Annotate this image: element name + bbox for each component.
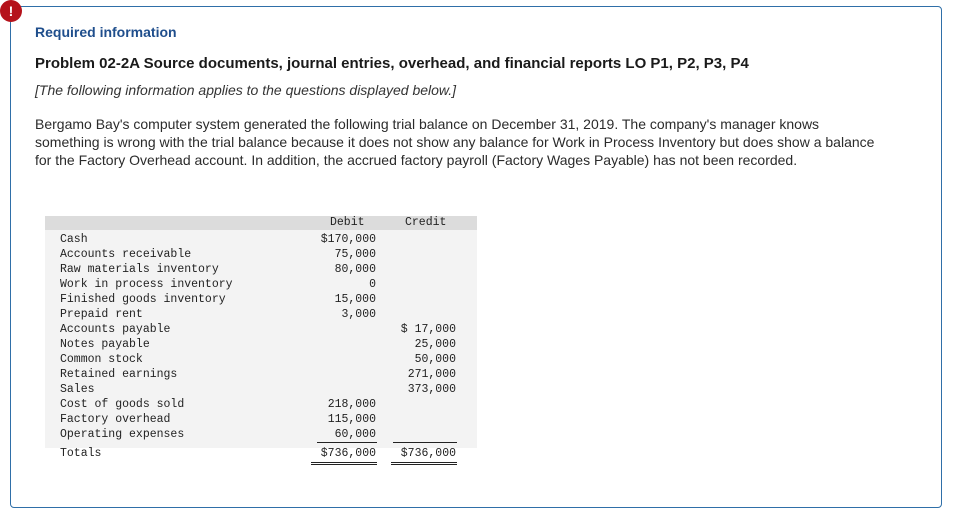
table-row [45,367,477,382]
table-row [45,307,477,322]
debit-header: Debit [330,216,365,229]
table-row [45,397,477,412]
account-name: Cash [60,233,88,246]
account-name: Common stock [60,353,143,366]
debit-value: 3,000 [341,308,376,321]
table-row [45,232,477,247]
problem-description: Bergamo Bay's computer system generated the following trial balance on December 31, 2019. The company's manager knows something is wrong with the trial balance because it does not show any balance for Work in Process Inventory but does show a balance for the Factory Overhead account. In addition, the accrued factory payroll (Factory Wages Payable) has not been recorded. [35,116,875,168]
debit-value: 15,000 [334,293,376,306]
account-name: Notes payable [60,338,150,351]
table-row [45,262,477,277]
table-row [45,247,477,262]
table-row [45,352,477,367]
trial-balance-table [45,216,477,466]
account-name: Factory overhead [60,413,171,426]
credit-value: 373,000 [407,383,456,396]
question-content [35,24,895,169]
debit-value: 60,000 [334,428,376,441]
required-info-heading: Required information [35,24,177,40]
account-name: Sales [60,383,95,396]
account-name: Accounts payable [60,323,171,336]
credit-value: 271,000 [407,368,456,381]
account-name: Accounts receivable [60,248,192,261]
account-name: Raw materials inventory [60,263,219,276]
credit-value: 50,000 [414,353,456,366]
alert-icon: ! [0,0,22,22]
credit-subtotal-underline [393,442,457,443]
credit-value: $ 17,000 [400,323,456,336]
debit-value: 218,000 [327,398,376,411]
totals-row [45,446,477,461]
debit-value: 115,000 [327,413,376,426]
table-row [45,277,477,292]
credit-total: $736,000 [400,447,456,460]
debit-subtotal-underline [317,442,377,443]
debit-total-double-underline-1 [311,462,377,463]
table-row [45,382,477,397]
table-row [45,412,477,427]
debit-value: $170,000 [320,233,376,246]
credit-total-double-underline-1 [391,462,457,463]
debit-value: 75,000 [334,248,376,261]
table-row [45,322,477,337]
table-row [45,292,477,307]
account-name: Cost of goods sold [60,398,185,411]
info-note: [The following information applies to the questions displayed below.] [35,82,457,98]
account-name: Operating expenses [60,428,185,441]
totals-label: Totals [60,447,102,460]
account-name: Prepaid rent [60,308,143,321]
account-name: Finished goods inventory [60,293,226,306]
table-row [45,337,477,352]
credit-value: 25,000 [414,338,456,351]
debit-value: 80,000 [334,263,376,276]
table-row [45,427,477,442]
problem-title: Problem 02-2A Source documents, journal entries, overhead, and financial reports LO P1, P2, P3, P4 [35,55,749,72]
credit-header: Credit [405,216,447,229]
debit-total: $736,000 [320,447,376,460]
account-name: Retained earnings [60,368,178,381]
credit-total-double-underline-2 [391,464,457,465]
debit-total-double-underline-2 [311,464,377,465]
account-name: Work in process inventory [60,278,233,291]
debit-value: 0 [369,278,376,291]
